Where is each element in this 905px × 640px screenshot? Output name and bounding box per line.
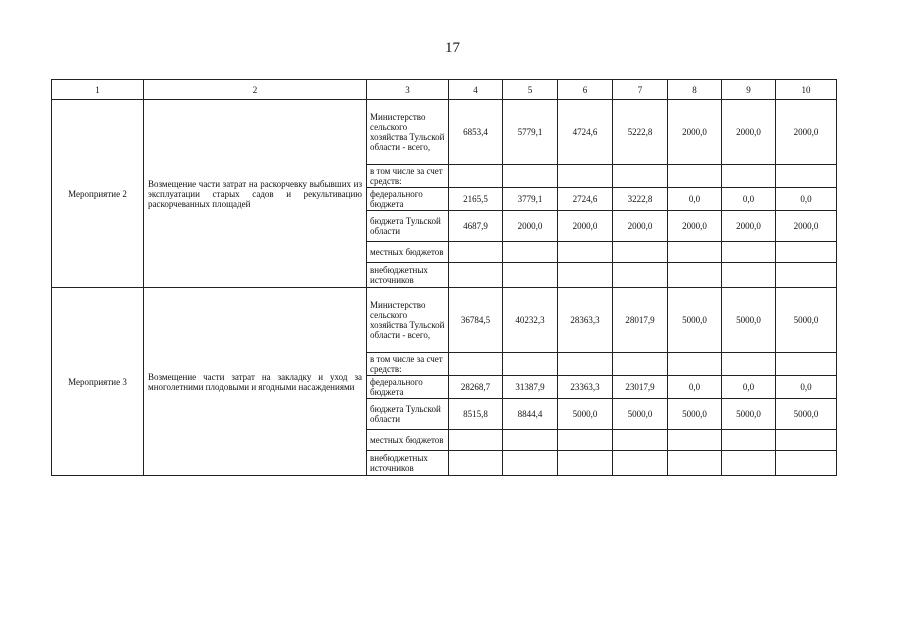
column-header: 4 (449, 80, 503, 100)
value-cell (503, 430, 558, 451)
budget-table (51, 79, 837, 476)
funding-source: Министерство сельского хозяйства Тульской области - всего, (367, 100, 449, 165)
value-cell: 3222,8 (613, 188, 668, 211)
value-cell (503, 451, 558, 476)
value-cell: 5000,0 (558, 399, 613, 430)
column-header: 2 (144, 80, 367, 100)
value-cell: 2000,0 (722, 100, 776, 165)
value-cell (558, 242, 613, 263)
page-number: 17 (445, 40, 460, 56)
value-cell (668, 242, 722, 263)
value-cell: 23363,3 (558, 376, 613, 399)
value-cell: 5222,8 (613, 100, 668, 165)
column-header-row (52, 80, 837, 100)
value-cell (668, 353, 722, 376)
value-cell (722, 165, 776, 188)
value-cell: 2000,0 (558, 211, 613, 242)
value-cell (668, 263, 722, 288)
value-cell: 2000,0 (668, 100, 722, 165)
event-name: Мероприятие 2 (52, 100, 144, 288)
value-cell: 2724,6 (558, 188, 613, 211)
event-description: Возмещение части затрат на раскорчевку выбывших из эксплуатации старых садов и рекультивацию раскорчеванных площадей (144, 100, 367, 288)
column-header: 1 (52, 80, 144, 100)
value-cell (449, 430, 503, 451)
value-cell: 2000,0 (668, 211, 722, 242)
value-cell: 40232,3 (503, 288, 558, 353)
value-cell (558, 165, 613, 188)
value-cell (722, 242, 776, 263)
column-header: 9 (722, 80, 776, 100)
value-cell (449, 451, 503, 476)
value-cell (449, 353, 503, 376)
value-cell: 8844,4 (503, 399, 558, 430)
value-cell: 6853,4 (449, 100, 503, 165)
value-cell (776, 263, 837, 288)
value-cell (613, 165, 668, 188)
value-cell (776, 451, 837, 476)
value-cell: 2165,5 (449, 188, 503, 211)
value-cell (722, 353, 776, 376)
funding-source: в том числе за счет средств: (367, 353, 449, 376)
value-cell: 0,0 (722, 376, 776, 399)
value-cell (776, 430, 837, 451)
value-cell (503, 353, 558, 376)
value-cell: 0,0 (668, 188, 722, 211)
value-cell (722, 263, 776, 288)
value-cell (558, 353, 613, 376)
value-cell: 36784,5 (449, 288, 503, 353)
funding-source: внебюджетных источников (367, 451, 449, 476)
value-cell (503, 165, 558, 188)
value-cell: 5000,0 (776, 288, 837, 353)
value-cell: 5000,0 (613, 399, 668, 430)
funding-source: внебюджетных источников (367, 263, 449, 288)
funding-source: в том числе за счет средств: (367, 165, 449, 188)
value-cell (613, 430, 668, 451)
value-cell (558, 430, 613, 451)
funding-source: бюджета Тульской области (367, 211, 449, 242)
value-cell (449, 263, 503, 288)
value-cell: 28363,3 (558, 288, 613, 353)
value-cell (776, 242, 837, 263)
event-description: Возмещение части затрат на закладку и уход за многолетними плодовыми и ягодными насаждениями (144, 288, 367, 476)
funding-source: местных бюджетов (367, 242, 449, 263)
table-row (52, 100, 837, 165)
column-header: 8 (668, 80, 722, 100)
table-row (52, 288, 837, 353)
value-cell (613, 242, 668, 263)
value-cell (613, 263, 668, 288)
value-cell: 31387,9 (503, 376, 558, 399)
value-cell: 2000,0 (776, 211, 837, 242)
value-cell: 5000,0 (668, 399, 722, 430)
value-cell: 0,0 (722, 188, 776, 211)
value-cell (722, 451, 776, 476)
column-header: 5 (503, 80, 558, 100)
column-header: 3 (367, 80, 449, 100)
value-cell (722, 430, 776, 451)
funding-source: местных бюджетов (367, 430, 449, 451)
value-cell (449, 242, 503, 263)
value-cell: 2000,0 (776, 100, 837, 165)
value-cell (503, 242, 558, 263)
value-cell (668, 451, 722, 476)
value-cell (776, 353, 837, 376)
value-cell (668, 430, 722, 451)
funding-source: бюджета Тульской области (367, 399, 449, 430)
value-cell: 5000,0 (722, 288, 776, 353)
value-cell: 2000,0 (722, 211, 776, 242)
table-body (52, 80, 837, 476)
value-cell: 4724,6 (558, 100, 613, 165)
column-header: 10 (776, 80, 837, 100)
value-cell (558, 451, 613, 476)
funding-source: федерального бюджета (367, 376, 449, 399)
event-name: Мероприятие 3 (52, 288, 144, 476)
value-cell: 2000,0 (503, 211, 558, 242)
value-cell (449, 165, 503, 188)
value-cell: 5779,1 (503, 100, 558, 165)
value-cell: 3779,1 (503, 188, 558, 211)
value-cell (776, 165, 837, 188)
value-cell: 28268,7 (449, 376, 503, 399)
value-cell: 23017,9 (613, 376, 668, 399)
value-cell: 4687,9 (449, 211, 503, 242)
value-cell: 5000,0 (776, 399, 837, 430)
value-cell (613, 353, 668, 376)
value-cell: 5000,0 (668, 288, 722, 353)
funding-source: федерального бюджета (367, 188, 449, 211)
value-cell (668, 165, 722, 188)
column-header: 7 (613, 80, 668, 100)
value-cell: 0,0 (668, 376, 722, 399)
funding-source: Министерство сельского хозяйства Тульской области - всего, (367, 288, 449, 353)
value-cell: 2000,0 (613, 211, 668, 242)
value-cell: 0,0 (776, 188, 837, 211)
column-header: 6 (558, 80, 613, 100)
value-cell: 5000,0 (722, 399, 776, 430)
value-cell (503, 263, 558, 288)
value-cell (613, 451, 668, 476)
value-cell: 28017,9 (613, 288, 668, 353)
value-cell: 0,0 (776, 376, 837, 399)
value-cell (558, 263, 613, 288)
value-cell: 8515,8 (449, 399, 503, 430)
